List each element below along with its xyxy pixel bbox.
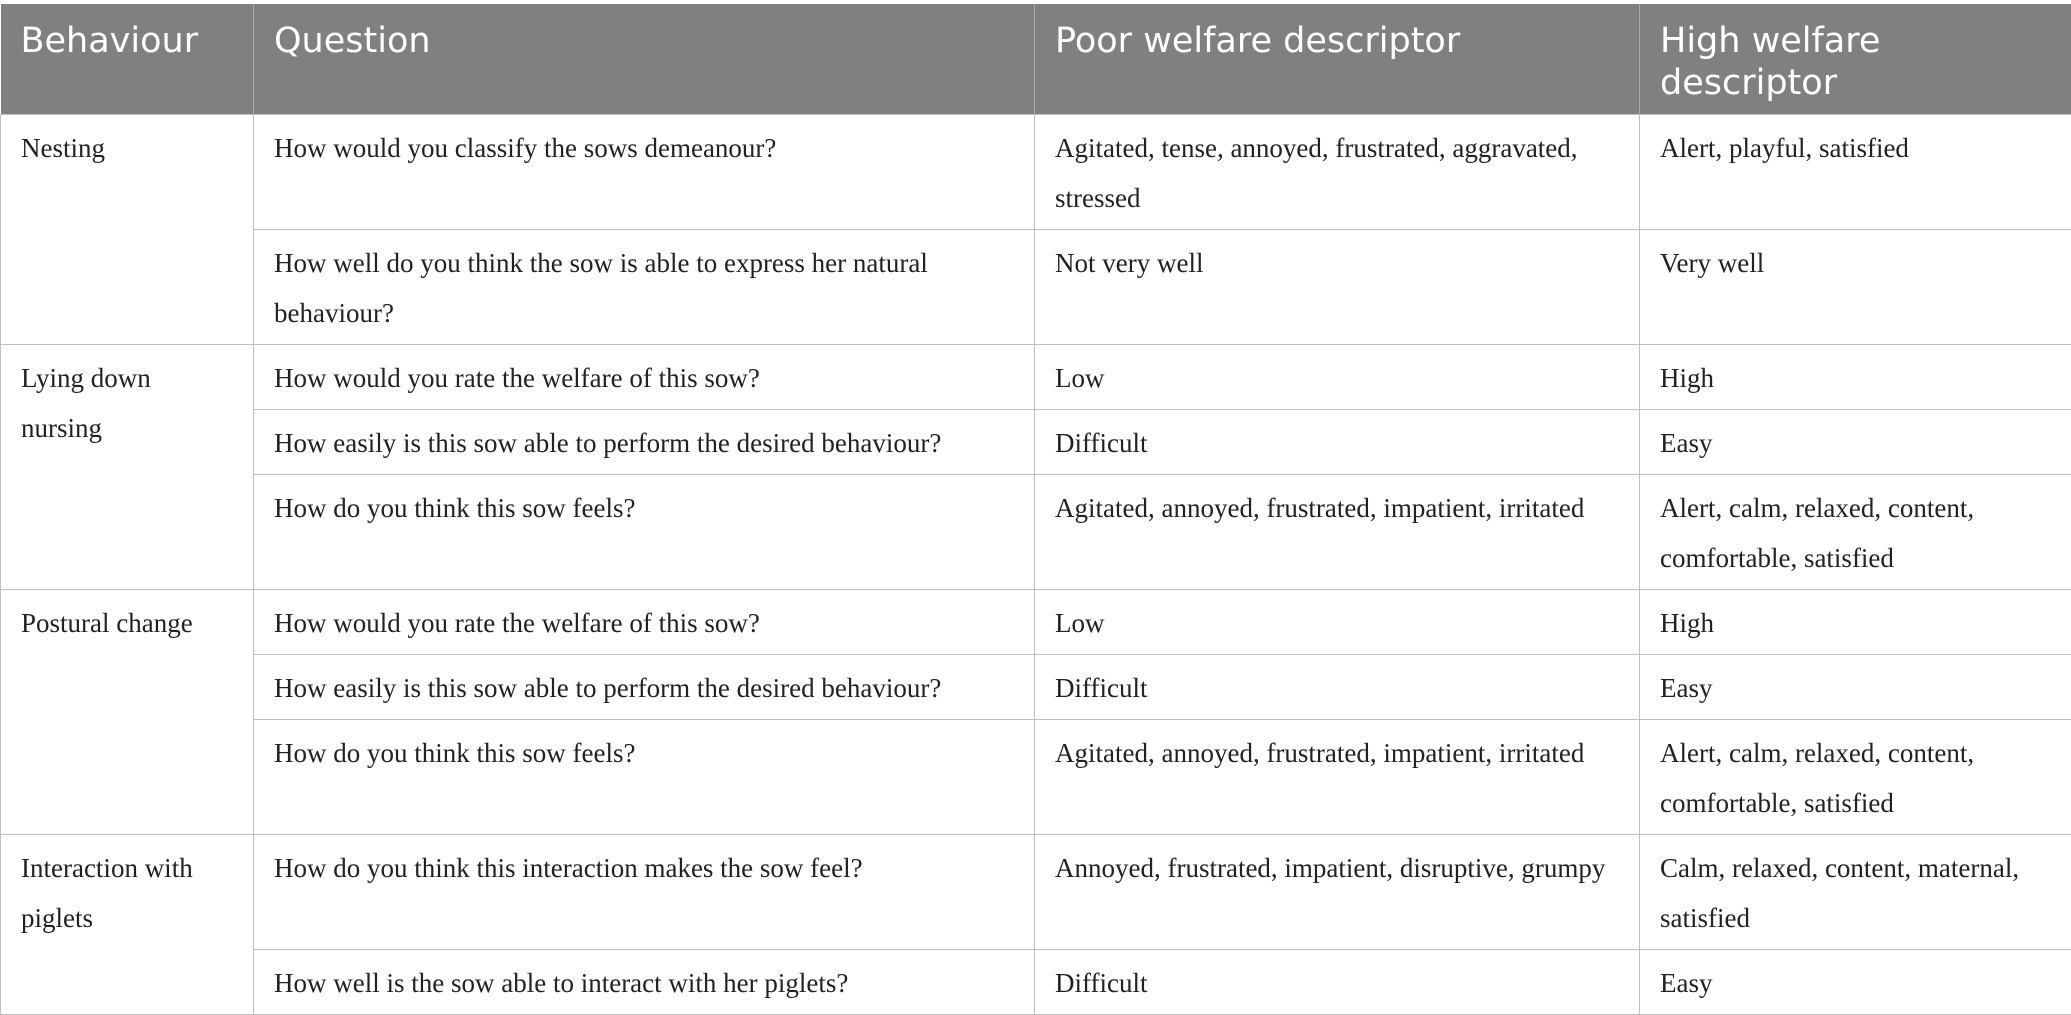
- high-descriptor-cell: Alert, calm, relaxed, content, comfortable, satisfied: [1640, 720, 2071, 835]
- table-row: [1, 720, 2071, 835]
- header-question: Question: [254, 4, 1035, 115]
- question-cell: How well do you think the sow is able to express her natural behaviour?: [254, 230, 1035, 345]
- poor-descriptor-cell: Not very well: [1035, 230, 1640, 345]
- header-poor-welfare: Poor welfare descriptor: [1035, 4, 1640, 115]
- welfare-descriptor-table: [0, 4, 2071, 1015]
- high-descriptor-cell: Easy: [1640, 655, 2071, 720]
- question-cell: How do you think this interaction makes the sow feel?: [254, 835, 1035, 950]
- table-row: [1, 230, 2071, 345]
- question-cell: How would you rate the welfare of this sow?: [254, 345, 1035, 410]
- poor-descriptor-cell: Annoyed, frustrated, impatient, disruptive, grumpy: [1035, 835, 1640, 950]
- table-row: [1, 590, 2071, 655]
- question-cell: How do you think this sow feels?: [254, 475, 1035, 590]
- behaviour-cell: Nesting: [1, 115, 254, 345]
- behaviour-cell: Interaction with piglets: [1, 835, 254, 1015]
- table-row: [1, 655, 2071, 720]
- poor-descriptor-cell: Agitated, annoyed, frustrated, impatient, irritated: [1035, 475, 1640, 590]
- high-descriptor-cell: Alert, playful, satisfied: [1640, 115, 2071, 230]
- high-descriptor-cell: Calm, relaxed, content, maternal, satisfied: [1640, 835, 2071, 950]
- header-row: [1, 4, 2071, 115]
- high-descriptor-cell: High: [1640, 590, 2071, 655]
- table-body: [1, 115, 2071, 1015]
- poor-descriptor-cell: Difficult: [1035, 410, 1640, 475]
- table-row: [1, 950, 2071, 1015]
- high-descriptor-cell: Easy: [1640, 950, 2071, 1015]
- high-descriptor-cell: Very well: [1640, 230, 2071, 345]
- header-high-welfare: High welfare descriptor: [1640, 4, 2071, 115]
- table-row: [1, 835, 2071, 950]
- high-descriptor-cell: High: [1640, 345, 2071, 410]
- table-row: [1, 410, 2071, 475]
- high-descriptor-cell: Alert, calm, relaxed, content, comfortable, satisfied: [1640, 475, 2071, 590]
- behaviour-cell: Lying down nursing: [1, 345, 254, 590]
- question-cell: How well is the sow able to interact with her piglets?: [254, 950, 1035, 1015]
- table-row: [1, 115, 2071, 230]
- poor-descriptor-cell: Low: [1035, 345, 1640, 410]
- table-row: [1, 345, 2071, 410]
- question-cell: How easily is this sow able to perform the desired behaviour?: [254, 655, 1035, 720]
- question-cell: How easily is this sow able to perform the desired behaviour?: [254, 410, 1035, 475]
- header-behaviour: Behaviour: [1, 4, 254, 115]
- table-header: [1, 4, 2071, 115]
- poor-descriptor-cell: Agitated, tense, annoyed, frustrated, aggravated, stressed: [1035, 115, 1640, 230]
- poor-descriptor-cell: Low: [1035, 590, 1640, 655]
- poor-descriptor-cell: Difficult: [1035, 950, 1640, 1015]
- table-row: [1, 475, 2071, 590]
- poor-descriptor-cell: Difficult: [1035, 655, 1640, 720]
- question-cell: How do you think this sow feels?: [254, 720, 1035, 835]
- behaviour-cell: Postural change: [1, 590, 254, 835]
- high-descriptor-cell: Easy: [1640, 410, 2071, 475]
- question-cell: How would you rate the welfare of this sow?: [254, 590, 1035, 655]
- question-cell: How would you classify the sows demeanour?: [254, 115, 1035, 230]
- poor-descriptor-cell: Agitated, annoyed, frustrated, impatient, irritated: [1035, 720, 1640, 835]
